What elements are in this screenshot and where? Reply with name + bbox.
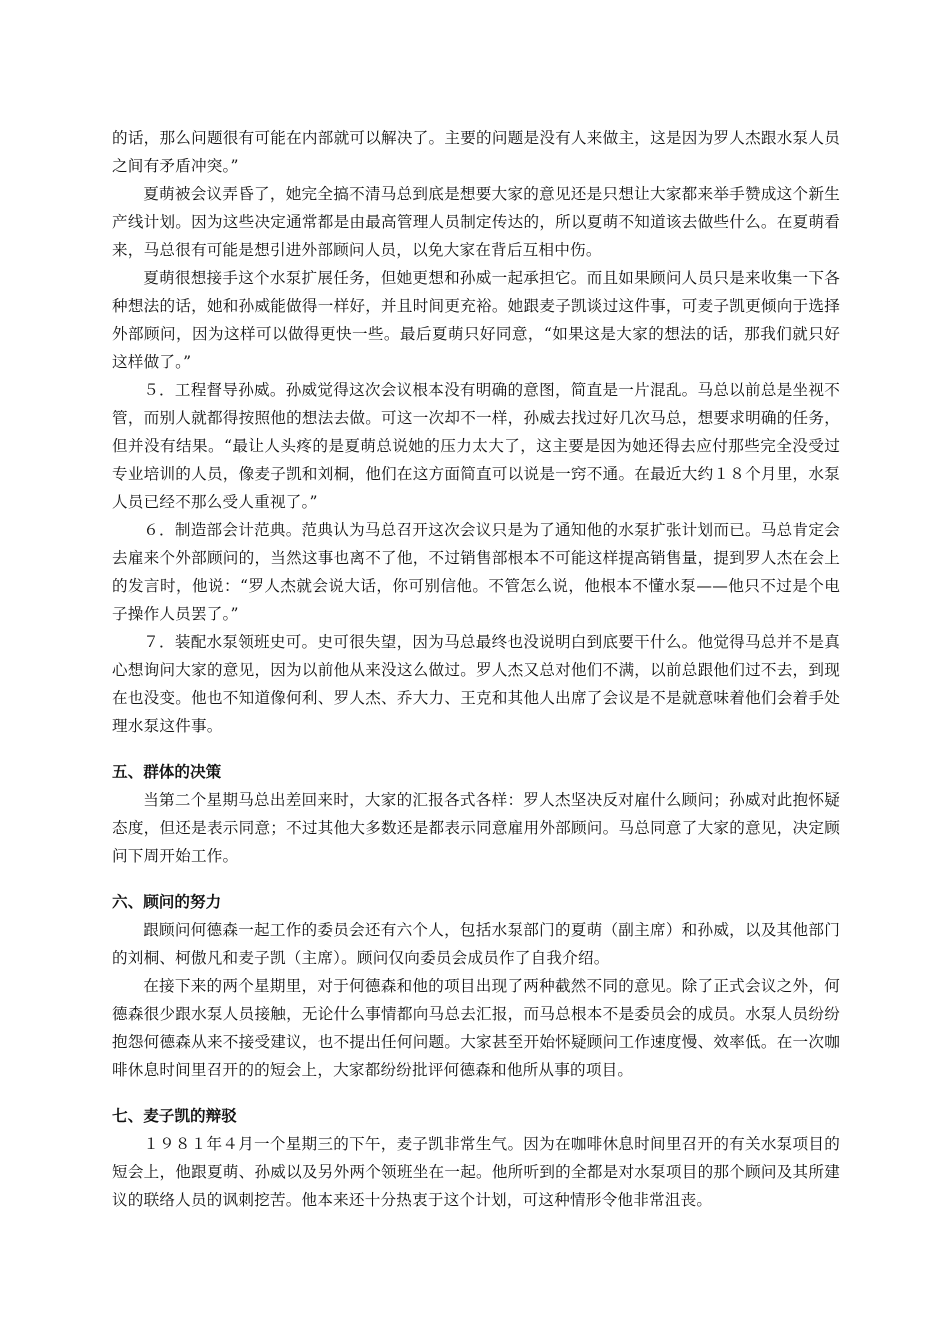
paragraph-xia-meng-confused: 夏萌被会议弄昏了，她完全搞不清马总到底是想要大家的意见还是只想让大家都来举手赞成这个新生产线计划。因为这些决定通常都是由最高管理人员制定传达的，所以夏萌不知道该去做些什么。在夏萌看来，马总很有可能是想引进外部顾问人员，以免大家在背后互相中伤。 bbox=[112, 185, 840, 259]
paragraph-committee: 跟顾问何德森一起工作的委员会还有六个人，包括水泵部门的夏萌（副主席）和孙威，以及其他部门的刘桐、柯傲凡和麦子凯（主席）。顾问仅向委员会成员作了自我介绍。 bbox=[112, 921, 840, 967]
paragraph-xia-meng-task: 夏萌很想接手这个水泵扩展任务，但她更想和孙威一起承担它。而且如果顾问人员只是来收集一下各种想法的话，她和孙威能做得一样好，并且时间更充裕。她跟麦子凯谈过这件事，可麦子凯更倾向于选择外部顾问，因为这样可以做得更快一些。最后夏萌只好同意，“如果这是大家的想法的话，那我们就只好这样做了。” bbox=[112, 269, 840, 371]
section-heading-7: 七、麦子凯的辩驳 bbox=[112, 1107, 237, 1125]
paragraph-item-7-shi-ke: ７．装配水泵领班史可。史可很失望，因为马总最终也没说明白到底要干什么。他觉得马总并不是真心想询问大家的意见，因为以前他从来没这么做过。罗人杰又总对他们不满，以前总跟他们过不去，到现在也没变。他也不知道像何利、罗人杰、乔大力、王克和其他人出席了会议是不是就意味着他们会着手处理水泵这件事。 bbox=[112, 633, 840, 735]
paragraph-two-weeks: 在接下来的两个星期里，对于何德森和他的项目出现了两种截然不同的意见。除了正式会议之外，何德森很少跟水泵人员接触，无论什么事情都向马总去汇报，而马总根本不是委员会的成员。水泵人员纷纷抱怨何德森从来不接受建议，也不提出任何问题。大家甚至开始怀疑顾问工作速度慢、效率低。在一次咖啡休息时间里召开的的短会上，大家都纷纷批评何德森和他所从事的项目。 bbox=[112, 977, 840, 1079]
paragraph-item-6-fan-dian: ６．制造部会计范典。范典认为马总召开这次会议只是为了通知他的水泵扩张计划而已。马总肯定会去雇来个外部顾问的，当然这事也离不了他，不过销售部根本不可能这样提高销售量，提到罗人杰在会上的发言时，他说：“罗人杰就会说大话，你可别信他。不管怎么说，他根本不懂水泵——他只不过是个电子操作人员罢了。” bbox=[112, 521, 840, 623]
section-heading-6: 六、顾问的努力 bbox=[112, 893, 222, 911]
document-page bbox=[112, 124, 840, 1214]
paragraph-mai-zikai: １９８１年４月一个星期三的下午，麦子凯非常生气。因为在咖啡休息时间里召开的有关水泵项目的短会上，他跟夏萌、孙威以及另外两个领班坐在一起。他所听到的全都是对水泵项目的那个顾问及其所建议的联络人员的讽刺挖苦。他本来还十分热衷于这个计划，可这种情形令他非常沮丧。 bbox=[112, 1135, 840, 1209]
section-heading-5: 五、群体的决策 bbox=[112, 763, 222, 781]
paragraph-group-decision: 当第二个星期马总出差回来时，大家的汇报各式各样：罗人杰坚决反对雇什么顾问；孙威对此抱怀疑态度，但还是表示同意；不过其他大多数还是都表示同意雇用外部顾问。马总同意了大家的意见，决定顾问下周开始工作。 bbox=[112, 791, 840, 865]
paragraph-item-5-sun-wei: ５．工程督导孙威。孙威觉得这次会议根本没有明确的意图，简直是一片混乱。马总以前总是坐视不管，而别人就都得按照他的想法去做。可这一次却不一样，孙威去找过好几次马总，想要求明确的任务，但并没有结果。“最让人头疼的是夏萌总说她的压力太大了，这主要是因为她还得去应付那些完全没受过专业培训的人员，像麦子凯和刘桐，他们在这方面简直可以说是一窍不通。在最近大约１８个月里，水泵人员已经不那么受人重视了。” bbox=[112, 381, 840, 511]
paragraph-continued-quote: 的话，那么问题很有可能在内部就可以解决了。主要的问题是没有人来做主，这是因为罗人杰跟水泵人员之间有矛盾冲突。” bbox=[112, 129, 840, 175]
